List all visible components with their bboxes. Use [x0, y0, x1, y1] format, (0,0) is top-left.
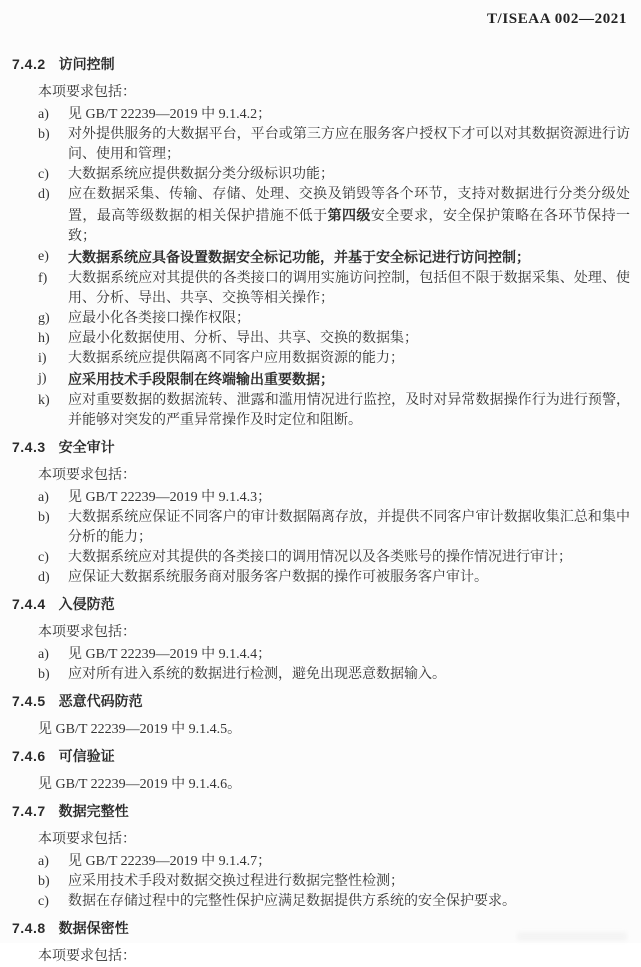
item-text [68, 488, 630, 508]
item-text-segment: 数据在存储过程中的完整性保护应满足数据提供方系统的安全保护要求。 [68, 894, 516, 909]
item-text-segment: 大数据系统应具备设置数据安全标记功能，并基于安全标记进行访问控制； [68, 249, 530, 265]
section-title: 安全审计 [58, 439, 115, 455]
item-label: a) [38, 647, 49, 662]
item-text [68, 892, 630, 912]
standard-code: T/ISEAA 002—2021 [486, 11, 627, 27]
list-item [38, 125, 630, 165]
item-text-segment: 应在数据采集、传输、存储、处理、交换及销毁等各个环节，支持对数据进行分类分级处置，最高等级数据的相关保护措施不低于 [68, 187, 630, 224]
section-number: 7.4.8 [12, 920, 46, 936]
item-text [68, 349, 630, 369]
list-item [38, 488, 630, 508]
section-title: 数据保密性 [58, 920, 129, 936]
list-item [38, 269, 630, 309]
item-label: c) [38, 550, 49, 565]
section-7.4.7 [12, 801, 630, 912]
item-label: e) [38, 249, 49, 264]
item-text [68, 645, 630, 665]
section-number: 7.4.5 [12, 693, 46, 709]
item-text [68, 105, 630, 125]
section-7.4.4 [12, 594, 630, 685]
section-intro: 本项要求包括： [38, 832, 136, 847]
list-item [38, 329, 630, 349]
section-7.4.6 [12, 746, 630, 795]
list-item [38, 165, 630, 185]
item-text-segment: 大数据系统应提供数据分类分级标识功能； [68, 167, 334, 182]
item-label: i) [38, 351, 47, 366]
item-label: f) [38, 271, 48, 286]
item-text [68, 665, 630, 685]
section-number: 7.4.6 [12, 748, 46, 764]
section-heading [12, 801, 630, 821]
list-item [38, 508, 630, 548]
item-text-segment: 见 GB/T 22239—2019 中 9.1.4.2； [68, 107, 272, 122]
item-text-segment: 对外提供服务的大数据平台，平台或第三方应在服务客户授权下才可以对其数据资源进行访问、使用和管理； [68, 127, 630, 162]
item-text [68, 391, 630, 431]
item-text [68, 872, 630, 892]
section-intro: 本项要求包括： [38, 949, 136, 964]
document-body [0, 54, 641, 967]
section-reference: 见 GB/T 22239—2019 中 9.1.4.5。 [38, 722, 242, 737]
list-item [38, 185, 630, 247]
section-number: 7.4.4 [12, 596, 46, 612]
section-intro: 本项要求包括： [38, 85, 136, 100]
item-label: d) [38, 570, 50, 585]
section-heading [12, 746, 630, 766]
list-item [38, 247, 630, 269]
list-item [38, 852, 630, 872]
item-text-segment: 大数据系统应对其提供的各类接口的调用情况以及各类账号的操作情况进行审计； [68, 550, 572, 565]
item-text [68, 568, 630, 588]
item-text-segment: 应最小化各类接口操作权限； [68, 311, 250, 326]
item-label: c) [38, 167, 49, 182]
list-item [38, 105, 630, 125]
item-text [68, 185, 630, 247]
section-7.4.2 [12, 54, 630, 431]
item-text-segment: 见 GB/T 22239—2019 中 9.1.4.7； [68, 854, 272, 869]
item-text [68, 508, 630, 548]
section-number: 7.4.3 [12, 439, 46, 455]
item-text-segment: 应采用技术手段对数据交换过程进行数据完整性检测； [68, 874, 404, 889]
section-heading [12, 54, 630, 74]
list-item [38, 349, 630, 369]
item-text [68, 269, 630, 309]
item-label: k) [38, 393, 50, 408]
section-heading [12, 437, 630, 457]
item-text [68, 247, 630, 269]
item-label: a) [38, 107, 49, 122]
item-text-segment: 安全要求，安全保护策略在各环节保持一致； [68, 209, 631, 244]
item-label: b) [38, 667, 50, 682]
scan-artifact [517, 932, 627, 941]
item-text [68, 125, 630, 165]
item-label: g) [38, 311, 50, 326]
section-title: 可信验证 [58, 748, 115, 764]
item-label: b) [38, 874, 50, 889]
item-text [68, 548, 630, 568]
item-text-segment: 大数据系统应保证不同客户的审计数据隔离存放，并提供不同客户审计数据收集汇总和集中分析的能力； [68, 510, 630, 545]
list-item [38, 309, 630, 329]
section-7.4.5 [12, 691, 630, 740]
item-text [68, 329, 630, 349]
item-text-segment: 应最小化数据使用、分析、导出、共享、交换的数据集； [68, 331, 418, 346]
section-heading [12, 594, 630, 614]
section-title: 数据完整性 [58, 803, 129, 819]
item-text-segment: 见 GB/T 22239—2019 中 9.1.4.3； [68, 490, 272, 505]
list-item [38, 568, 630, 588]
item-label: c) [38, 894, 49, 909]
item-label: d) [38, 187, 50, 202]
item-text [68, 369, 630, 391]
section-title: 访问控制 [58, 56, 115, 72]
item-label: j) [38, 371, 47, 386]
item-text-segment: 大数据系统应对其提供的各类接口的调用实施访问控制，包括但不限于数据采集、处理、使用、分析、导出、共享、交换等相关操作； [68, 271, 630, 306]
section-intro: 本项要求包括： [38, 625, 136, 640]
list-item [38, 369, 630, 391]
item-text [68, 852, 630, 872]
list-item [38, 872, 630, 892]
list-item [38, 548, 630, 568]
item-text [68, 165, 630, 185]
item-text-segment: 第四级 [327, 207, 371, 223]
item-text-segment: 见 GB/T 22239—2019 中 9.1.4.4； [68, 647, 272, 662]
item-text [68, 309, 630, 329]
item-text-segment: 应对重要数据的数据流转、泄露和滥用情况进行监控，及时对异常数据操作行为进行预警，并能够对突发的严重异常操作及时定位和阻断。 [68, 393, 630, 428]
list-item [38, 645, 630, 665]
section-reference: 见 GB/T 22239—2019 中 9.1.4.6。 [38, 777, 242, 792]
section-title: 恶意代码防范 [58, 693, 143, 709]
section-title: 入侵防范 [58, 596, 115, 612]
item-label: a) [38, 854, 49, 869]
section-heading [12, 691, 630, 711]
item-label: b) [38, 510, 50, 525]
item-text-segment: 大数据系统应提供隔离不同客户应用数据资源的能力； [68, 351, 404, 366]
item-text-segment: 应保证大数据系统服务商对服务客户数据的操作可被服务客户审计。 [68, 570, 488, 585]
list-item [38, 391, 630, 431]
item-label: b) [38, 127, 50, 142]
list-item [38, 892, 630, 912]
section-number: 7.4.2 [12, 56, 46, 72]
section-7.4.8 [12, 918, 630, 967]
section-intro: 本项要求包括： [38, 468, 136, 483]
item-text-segment: 应对所有进入系统的数据进行检测，避免出现恶意数据输入。 [68, 667, 446, 682]
section-number: 7.4.7 [12, 803, 46, 819]
item-text-segment: 应采用技术手段限制在终端输出重要数据； [68, 371, 334, 387]
item-label: a) [38, 490, 49, 505]
item-label: h) [38, 331, 50, 346]
document-header [0, 0, 641, 28]
section-7.4.3 [12, 437, 630, 588]
list-item [38, 665, 630, 685]
